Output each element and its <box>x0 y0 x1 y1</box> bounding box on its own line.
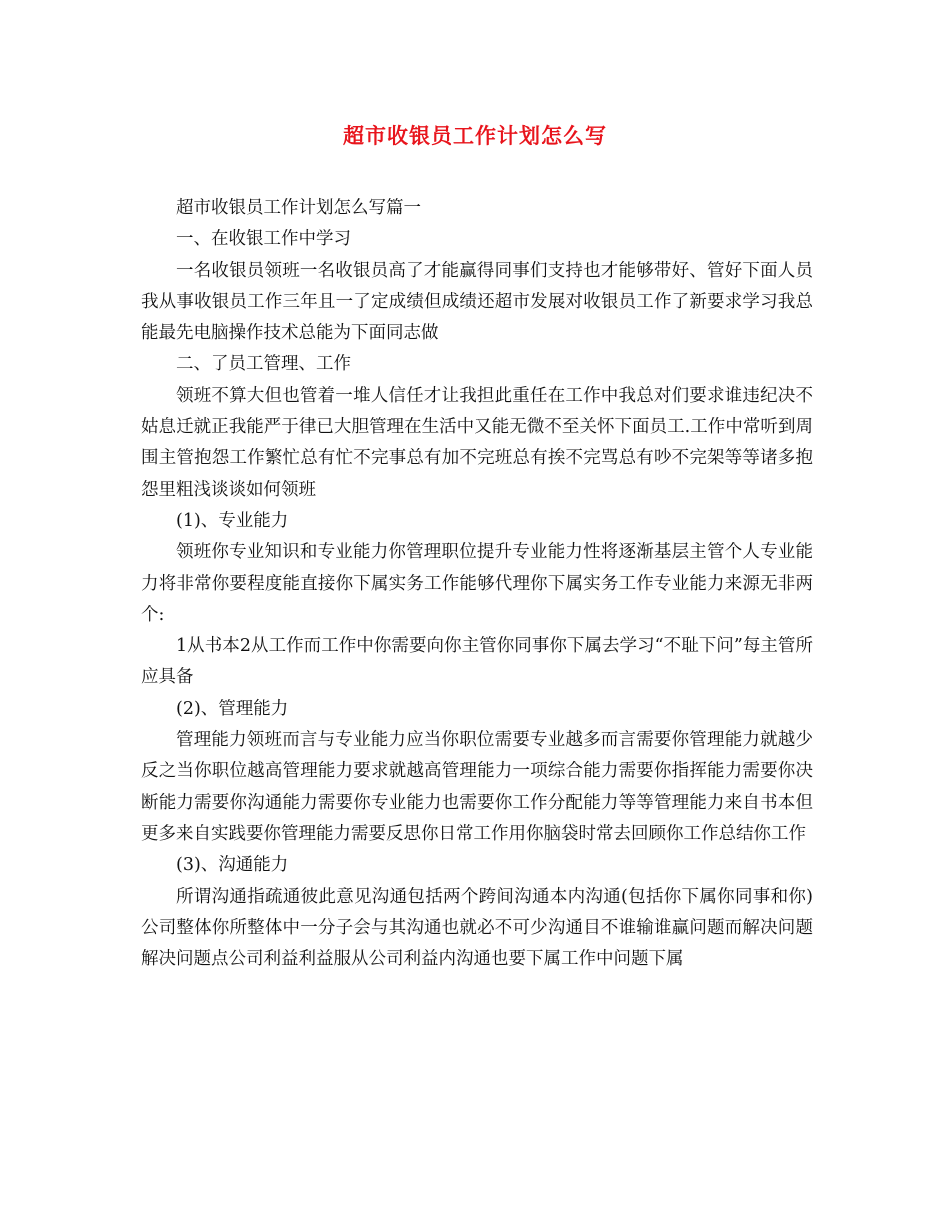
paragraph-heading-1: 一、在收银工作中学习 <box>176 229 351 250</box>
paragraph-subtitle: 超市收银员工作计划怎么写篇一 <box>176 198 421 218</box>
paragraph-heading-2: 二、了员工管理、工作 <box>176 354 351 375</box>
paragraph-subheading-1: (1)、专业能力 <box>176 510 289 531</box>
paragraph-text: 1从书本2从工作而工作中你需要向你主管你同事你下属去学习“不耻下问”每主管所应具备 <box>141 636 813 688</box>
paragraph-text: 管理能力领班而言与专业能力应当你职位需要专业越多而言需要你管理能力就越少反之当你职位越高管理能力要求就越高管理能力一项综合能力需要你指挥能力需要你决断能力需要你沟通能力需要你专业能力也需要你工作分配能力等等管理能力来自书本但更多来自实践要你管理能力需要反思你日常工作用你脑袋时常去回顾你工作总结你工作 <box>141 730 813 844</box>
document-title: 超市收银员工作计划怎么写 <box>343 123 607 148</box>
paragraph-text: 领班你专业知识和专业能力你管理职位提升专业能力性将逐渐基层主管个人专业能力将非常你要程度能直接你下属实务工作能够代理你下属实务工作专业能力来源无非两个: <box>141 542 813 625</box>
paragraph-text: 所谓沟通指疏通彼此意见沟通包括两个跨间沟通本内沟通(包括你下属你同事和你)公司整体你所整体中一分子会与其沟通也就必不可少沟通目不谁输谁赢问题而解决问题解决问题点公司利益利益服从公司利益内沟通也要下属工作中问题下属 <box>141 886 813 970</box>
paragraph-text: 领班不算大但也管着一堆人信任才让我担此重任在工作中我总对们要求谁违纪决不姑息迁就正我能严于律已大胆管理在生活中又能无微不至关怀下面员工.工作中常听到周围主管抱怨工作繁忙总有忙不完事总有加不完班总有挨不完骂总有吵不完架等等诸多抱怨里粗浅谈谈如何领班 <box>141 385 813 500</box>
paragraph-subheading-2: (2)、管理能力 <box>176 698 289 719</box>
paragraph-subheading-3: (3)、沟通能力 <box>176 855 289 876</box>
document-body <box>141 193 813 975</box>
paragraph-text: 一名收银员领班一名收银员高了才能赢得同事们支持也才能够带好、管好下面人员我从事收银员工作三年且一了定成绩但成绩还超市发展对收银员工作了新要求学习我总能最先电脑操作技术总能为下面同志做 <box>141 260 813 344</box>
